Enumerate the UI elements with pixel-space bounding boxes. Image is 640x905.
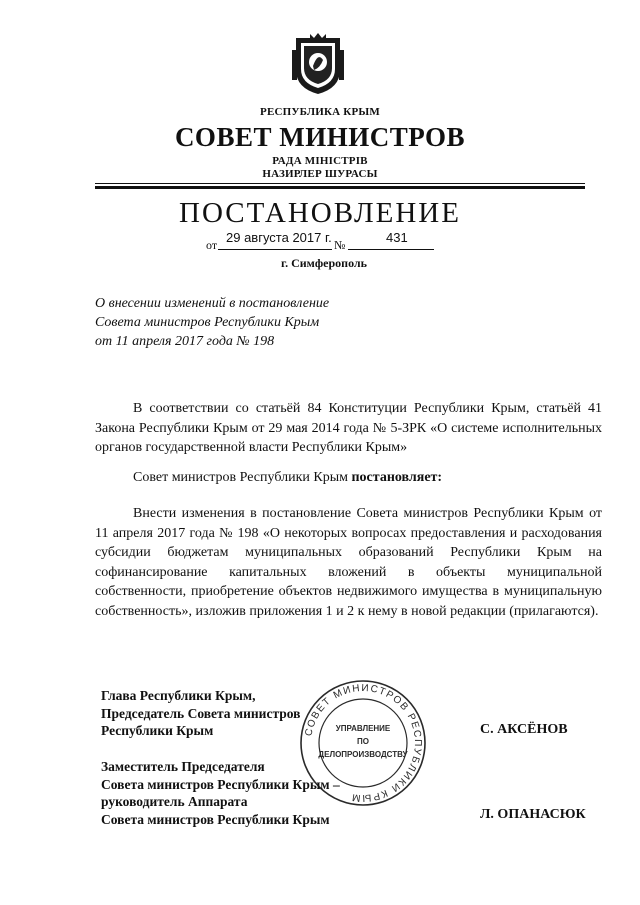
document-date: 29 августа 2017 г. <box>226 230 332 245</box>
subject-line: от 11 апреля 2017 года № 198 <box>95 334 275 349</box>
signatory-1-title <box>101 687 300 740</box>
number-underline <box>348 249 434 250</box>
coat-of-arms-emblem <box>290 32 346 96</box>
signatory-line: Глава Республики Крым, <box>101 688 256 703</box>
date-underline <box>218 249 332 250</box>
header-rule-thin <box>95 183 585 184</box>
number-prefix: № <box>334 238 346 252</box>
signatory-2-name: Л. ОПАНАСЮК <box>480 807 586 822</box>
signatory-line: Заместитель Председателя <box>101 759 265 774</box>
signatory-line: Совета министров Республики Крым <box>101 811 330 827</box>
document-number: 431 <box>386 230 408 245</box>
city-label: г. Симферополь <box>281 256 367 270</box>
signatory-line: Председатель Совета министров <box>101 705 301 721</box>
council-heading: СОВЕТ МИНИСТРОВ <box>174 122 466 152</box>
resolution-paragraph: Внести изменения в постановление Совета министров Республики Крым от 11 апреля 2017 года № 198 «О некоторых вопросах предоставления и расходования субсидии бюджетам муниципальных образований Республики Крым на софинансирование капитальных вложений в объекты муниципальной собственности, приобретение объектов недвижимого имущества в муниципальную собственность», изложив приложения 1 и 2 к нему в новой редакции (прилагаются). <box>95 506 602 619</box>
council-heading-ua: РАДА МІНІСТРІВ <box>272 155 368 167</box>
header-rule-thick <box>95 186 585 189</box>
council-heading-crh: НАЗИРЛЕР ШУРАСЫ <box>262 168 378 180</box>
decree-prefix: Совет министров Республики Крым <box>133 470 352 485</box>
signatory-line: руководитель Аппарата <box>101 794 248 809</box>
stamp-outer-text: СОВЕТ МИНИСТРОВ РЕСПУБЛИКИ КРЫМ <box>303 682 424 804</box>
preamble-paragraph: В соответствии со статьёй 84 Конституции Республики Крым, статьёй 41 Закона Республики Крым от 29 мая 2014 года № 5-ЗРК «О системе исполнительных органов государственной власти Республики Крым» <box>95 401 602 455</box>
document-type-title: ПОСТАНОВЛЕНИЕ <box>179 197 461 229</box>
signatory-line: Республики Крым <box>101 723 214 738</box>
stamp-inner-line: ПО <box>357 737 369 746</box>
subject-line: Совета министров Республики Крым <box>95 315 320 330</box>
date-prefix: от <box>206 238 218 252</box>
signatory-2-title <box>101 758 340 828</box>
stamp-inner-line: УПРАВЛЕНИЕ <box>335 724 391 733</box>
stamp-inner-line: ДЕЛОПРОИЗВОДСТВУ <box>318 750 408 759</box>
decree-line <box>133 470 442 486</box>
republic-heading: РЕСПУБЛИКА КРЫМ <box>260 106 380 118</box>
subject-line: О внесении изменений в постановление <box>95 296 330 311</box>
signatory-1-name: С. АКСЁНОВ <box>480 722 568 737</box>
decree-word: постановляет: <box>351 470 443 485</box>
signatory-line: Совета министров Республики Крым – <box>101 776 340 792</box>
document-subject <box>95 294 495 351</box>
